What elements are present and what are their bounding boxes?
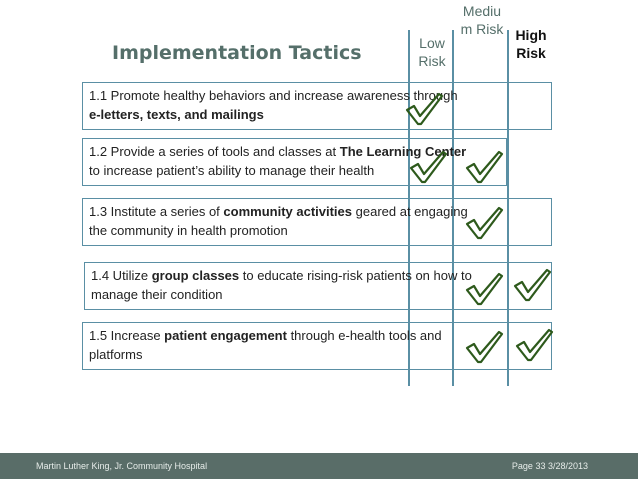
tactic-1-5-bold: patient engagement <box>164 328 287 343</box>
tactic-1-4-bold: group classes <box>151 268 240 283</box>
column-header-medium <box>456 2 508 38</box>
column-header-medium-label: Medium Risk <box>460 3 504 37</box>
tactic-1-3-suffix: geared at engaging <box>352 204 468 219</box>
checkmark-icon <box>404 92 444 126</box>
column-header-high-label: High Risk <box>515 27 547 61</box>
checkmark-icon <box>512 268 552 302</box>
tactic-1-3-bold: community activities <box>223 204 353 219</box>
tactic-1-5-prefix: 1.5 Increase <box>89 328 165 343</box>
footer-bar <box>0 453 638 479</box>
tactic-1-3-line2: the community in health promotion <box>89 223 288 238</box>
tactic-1-5-line2: platforms <box>89 347 143 362</box>
tactic-1-2-prefix: 1.2 Provide a series of tools and classes at <box>89 144 340 159</box>
tactic-1-2-bold: The Learning Center <box>339 144 467 159</box>
tactic-1-3-prefix: 1.3 Institute a series of <box>89 204 224 219</box>
tactic-1-2-line2: to increase patient’s ability to manage their health <box>89 163 375 178</box>
page-title: Implementation Tactics <box>112 42 362 64</box>
column-header-low-label: Low Risk <box>418 35 446 69</box>
checkmark-icon <box>464 206 504 240</box>
checkmark-icon <box>464 330 504 364</box>
checkmark-icon <box>464 272 504 306</box>
checkmark-icon <box>514 328 554 362</box>
footer-page: Page 33 3/28/2013 <box>511 461 588 471</box>
tactic-1-1-line2: e-letters, texts, and mailings <box>89 107 264 122</box>
tactic-1-5-suffix: through e-health tools and <box>286 328 442 343</box>
checkmark-icon <box>408 150 448 184</box>
tactic-1-4-suffix: to educate rising-risk patients on how to <box>239 268 472 283</box>
tactic-1-4-prefix: 1.4 Utilize <box>91 268 152 283</box>
tactic-1-1-line1: 1.1 Promote healthy behaviors and increase awareness through <box>89 88 458 103</box>
footer-org: Martin Luther King, Jr. Community Hospital <box>36 461 208 471</box>
tactic-1-4-line2: manage their condition <box>91 287 223 302</box>
column-header-low <box>412 34 452 70</box>
checkmark-icon <box>464 150 504 184</box>
tactic-1-1 <box>82 82 552 130</box>
column-header-high <box>510 26 552 62</box>
